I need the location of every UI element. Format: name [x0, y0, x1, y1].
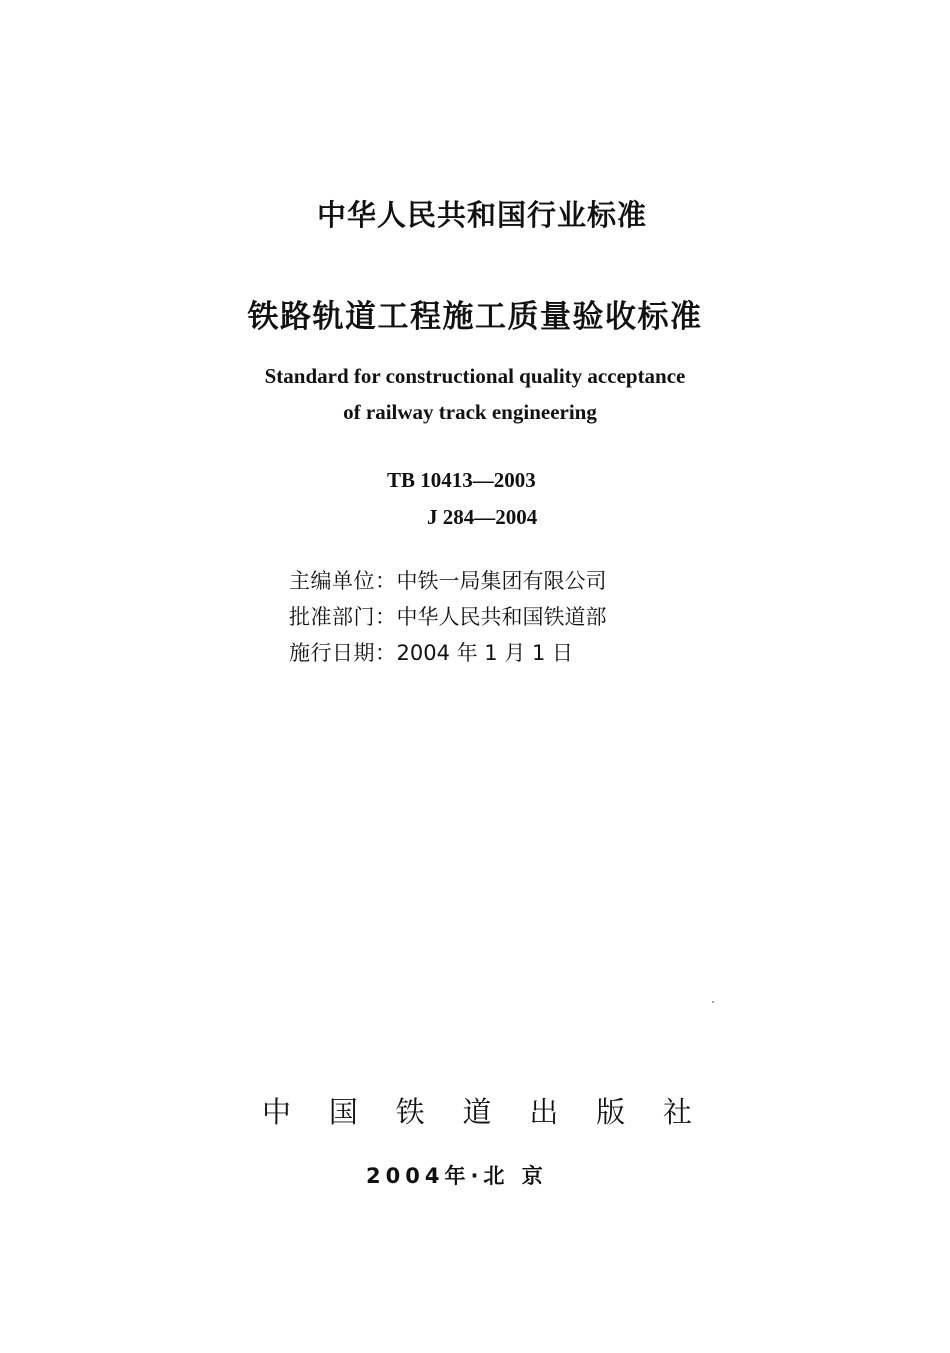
meta-label: 施行日期：: [289, 641, 397, 665]
publisher-char: 中: [262, 1095, 292, 1129]
publisher-char: 国: [328, 1095, 358, 1129]
meta-label: 主编单位：: [289, 569, 397, 593]
publisher-char: 道: [462, 1095, 492, 1129]
title-english-line-2: of railway track engineering: [343, 400, 597, 424]
title-chinese: 铁路轨道工程施工质量验收标准: [247, 299, 703, 335]
publisher-name: [262, 1090, 692, 1131]
meta-label: 批准部门：: [289, 605, 397, 629]
meta-value: 2004 年 1 月 1 日: [396, 641, 574, 665]
standard-series: 中华人民共和国行业标准: [316, 198, 647, 232]
publisher-char: 社: [662, 1095, 692, 1129]
publisher-char: 出: [529, 1095, 559, 1129]
scan-speck: [712, 1001, 714, 1003]
title-english-line-1: Standard for constructional quality acceptance: [264, 364, 686, 388]
meta-info: [289, 563, 607, 671]
meta-value: 中华人民共和国铁道部: [396, 605, 607, 629]
imprint-year-city: 2004年·北 京: [366, 1164, 548, 1188]
j-code: J 284—2004: [427, 505, 538, 529]
publisher-char: 版: [596, 1095, 626, 1129]
tb-code: TB 10413—2003: [387, 468, 536, 492]
meta-row-editor: [289, 563, 607, 599]
meta-value: 中铁一局集团有限公司: [396, 569, 607, 593]
meta-row-effective-date: [289, 635, 607, 671]
title-english: [0, 358, 950, 430]
meta-row-approver: [289, 599, 607, 635]
publisher-char: 铁: [395, 1095, 425, 1129]
